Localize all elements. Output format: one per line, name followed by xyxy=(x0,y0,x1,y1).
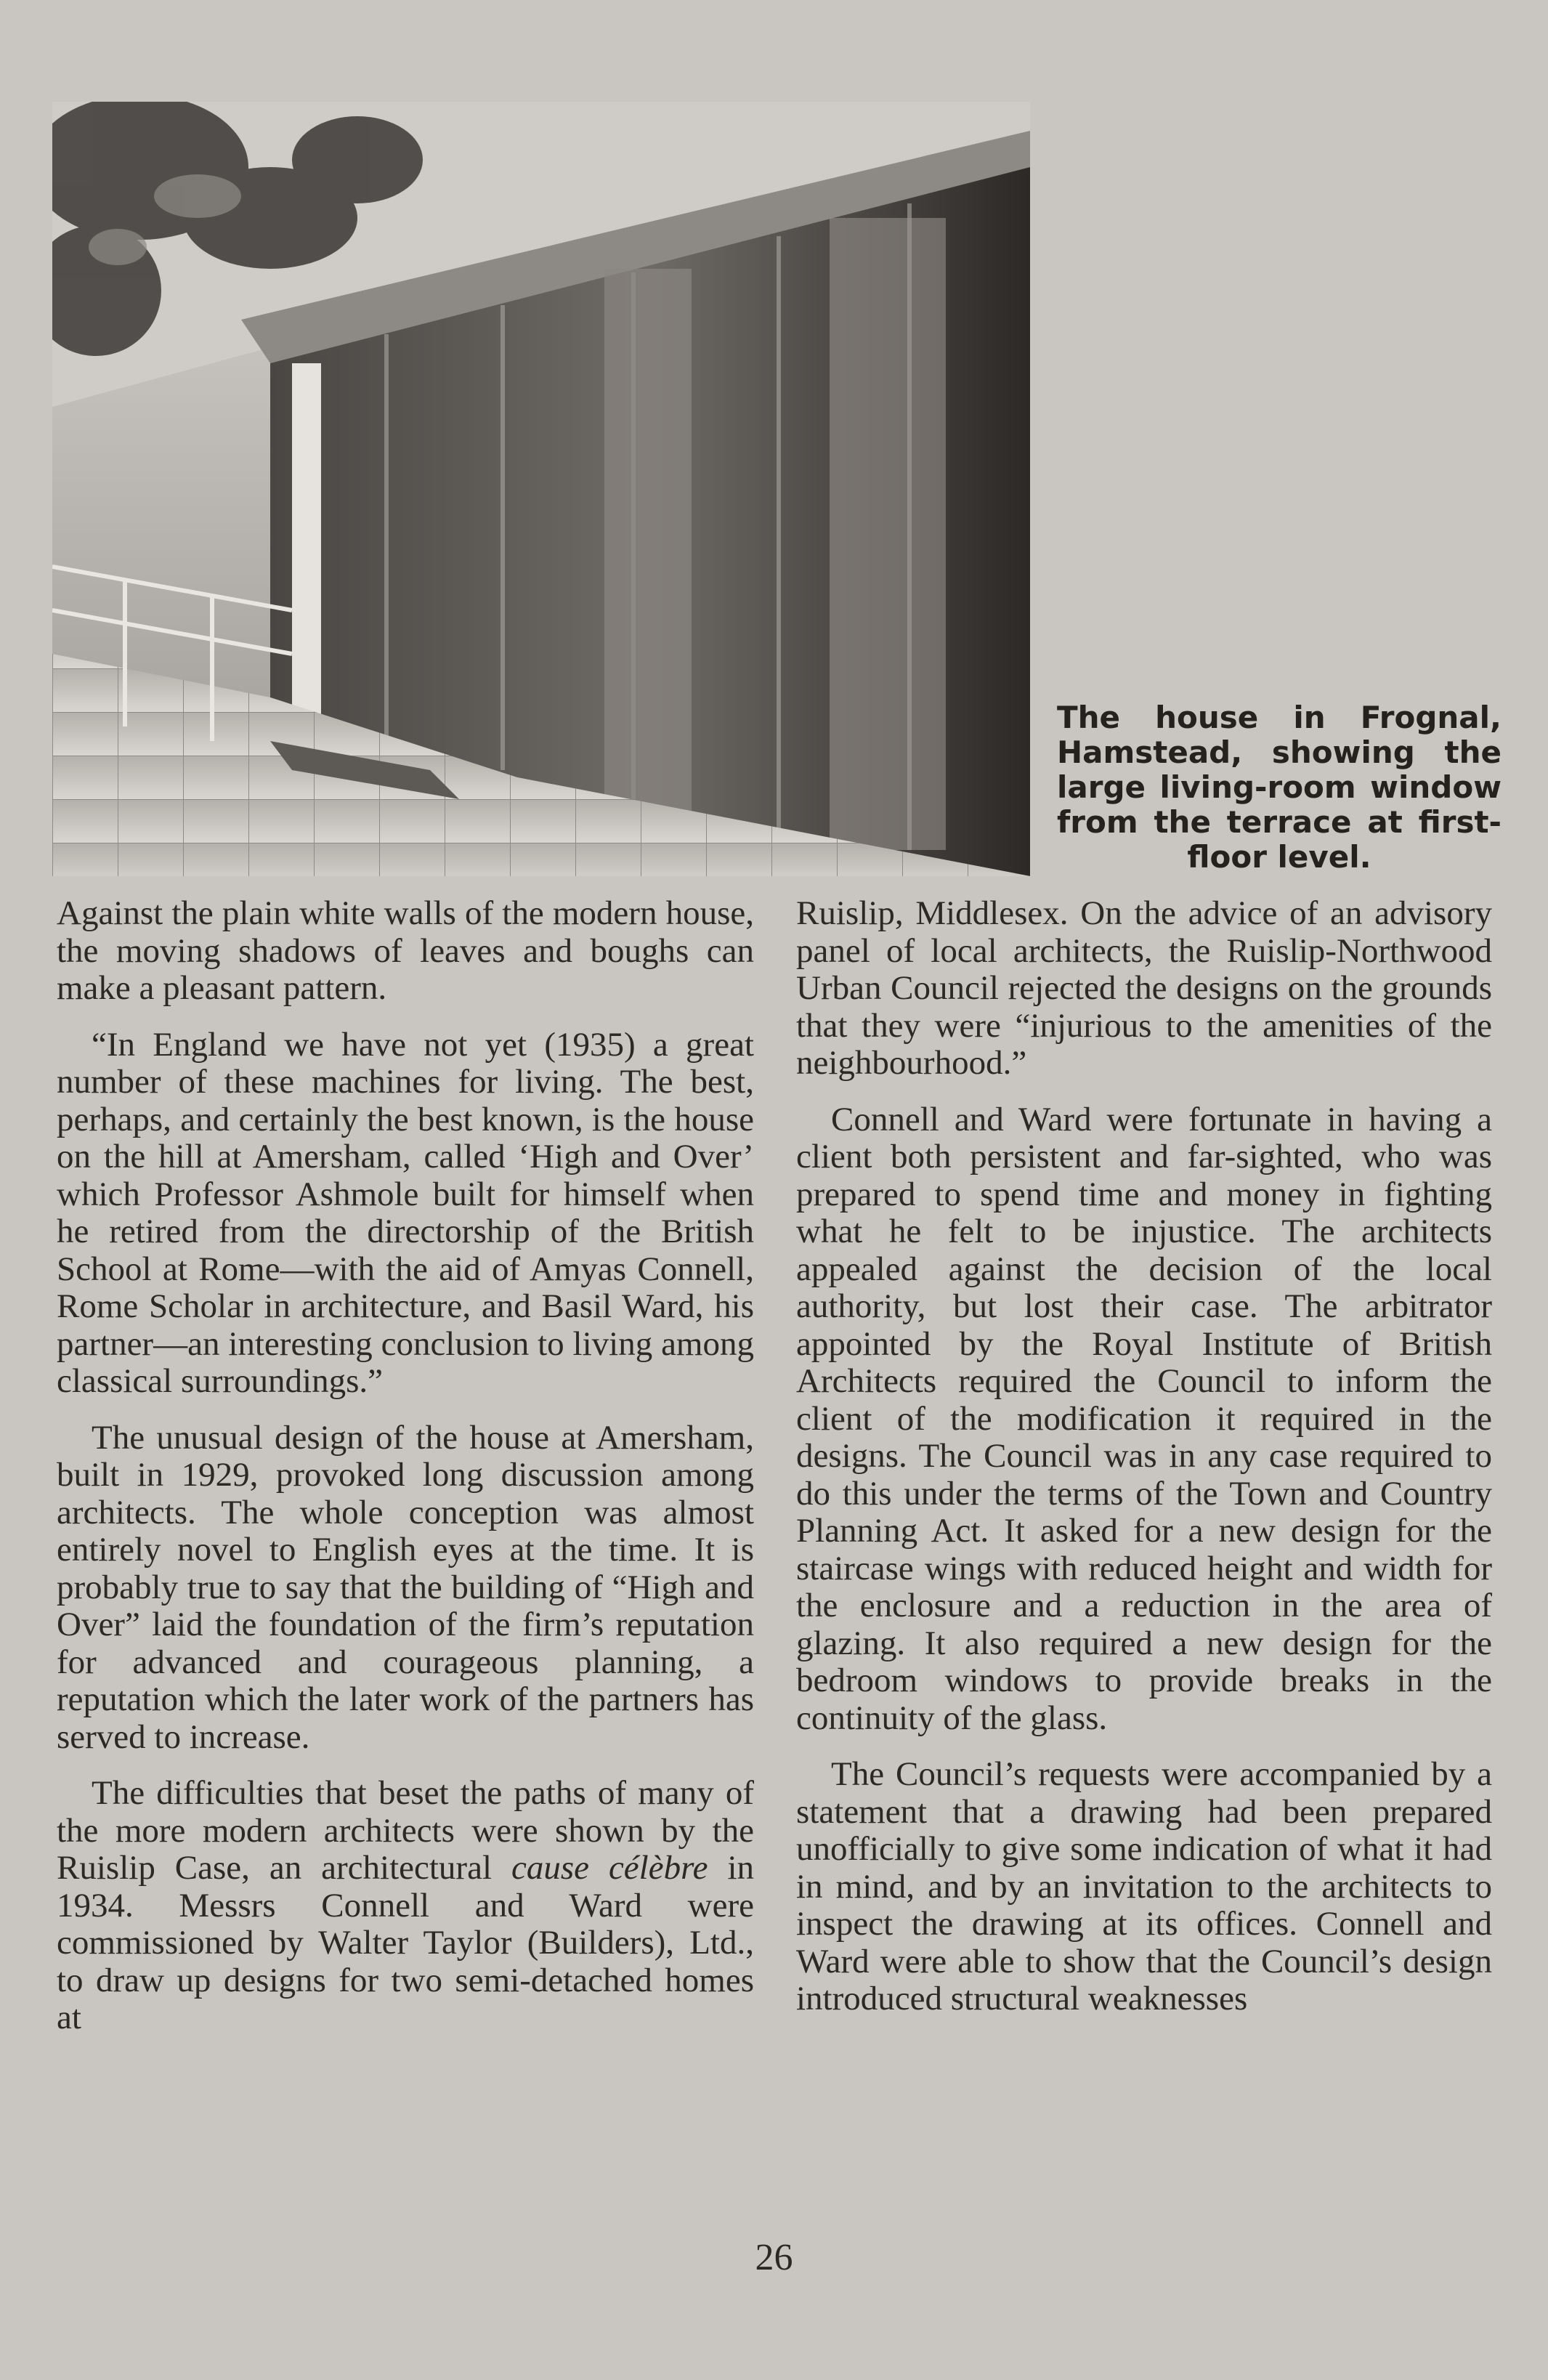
right-column xyxy=(796,895,1492,2037)
paragraph: The Council’s requests were accompanied by a statement that a drawing had been prepared unofficially to give some indication of what it had in mind, and by an invitation to the architects to inspect the drawing at its offices. Connell and Ward were able to show that the Council’s design introduced structural weaknesses xyxy=(796,1755,1492,2017)
photograph xyxy=(52,102,1030,876)
paragraph: The unusual design of the house at Amersham, built in 1929, provoked long discussion among architects. The whole conception was almost entirely novel to English eyes at the time. It is probably true to say that the building of “High and Over” laid the foundation of the firm’s reputation for advanced and courageous planning, a reputation which the later work of the partners has served to increase. xyxy=(57,1418,754,1756)
paragraph: Against the plain white walls of the modern house, the moving shadows of leaves and boughs can make a pleasant pattern. xyxy=(57,894,754,1007)
paragraph: Connell and Ward were fortunate in having a client both persistent and far-sighted, who was prepared to spend time and money in fighting what he felt to be injustice. The architects appealed against the decision of the local authority, but lost their case. The arbitrator appointed by the Royal Institute of British Architects required the Council to inform the client of the modification it required in the designs. The Council was in any case required to do this under the terms of the Town and Country Planning Act. It asked for a new design for the staircase wings with reduced height and width for the enclosure and a reduction in the area of glazing. It also required a new design for the bedroom windows to provide breaks in the continuity of the glass. xyxy=(796,1100,1492,1737)
photograph-icon xyxy=(52,102,1030,876)
left-column xyxy=(57,895,754,2056)
paragraph xyxy=(57,1775,754,2037)
text-run: The difficulties that beset the paths of many of the more modern architects were shown by the Ruislip Case, an architectural xyxy=(57,1774,754,1887)
paragraph: Ruislip, Middlesex. On the advice of an advisory panel of local architects, the Ruislip-Northwood Urban Council rejected the designs on the grounds that they were “injurious to the amenities of the neighbourhood.” xyxy=(796,894,1492,1082)
text-run: in 1934. Messrs Connell and Ward were commissioned by Walter Taylor (Builders), Ltd., to draw up designs for two semi-detached homes at xyxy=(57,1849,755,2036)
photo-caption: The house in Frognal, Hamstead, showing the large living-room window from the terrace at first-floor level. xyxy=(1057,700,1502,875)
paragraph: “In England we have not yet (1935) a great number of these machines for living. The best, perhaps, and certainly the best known, is the house on the hill at Amersham, called ‘High and Over’ which Professor Ashmole built for himself when he retired from the directorship of the British School at Rome—with the aid of Amyas Connell, Rome Scholar in architecture, and Basil Ward, his partner—an interesting conclusion to living among classical surroundings.” xyxy=(57,1025,754,1400)
italic-phrase: cause célèbre xyxy=(511,1849,708,1887)
page-number: 26 xyxy=(755,2237,793,2278)
